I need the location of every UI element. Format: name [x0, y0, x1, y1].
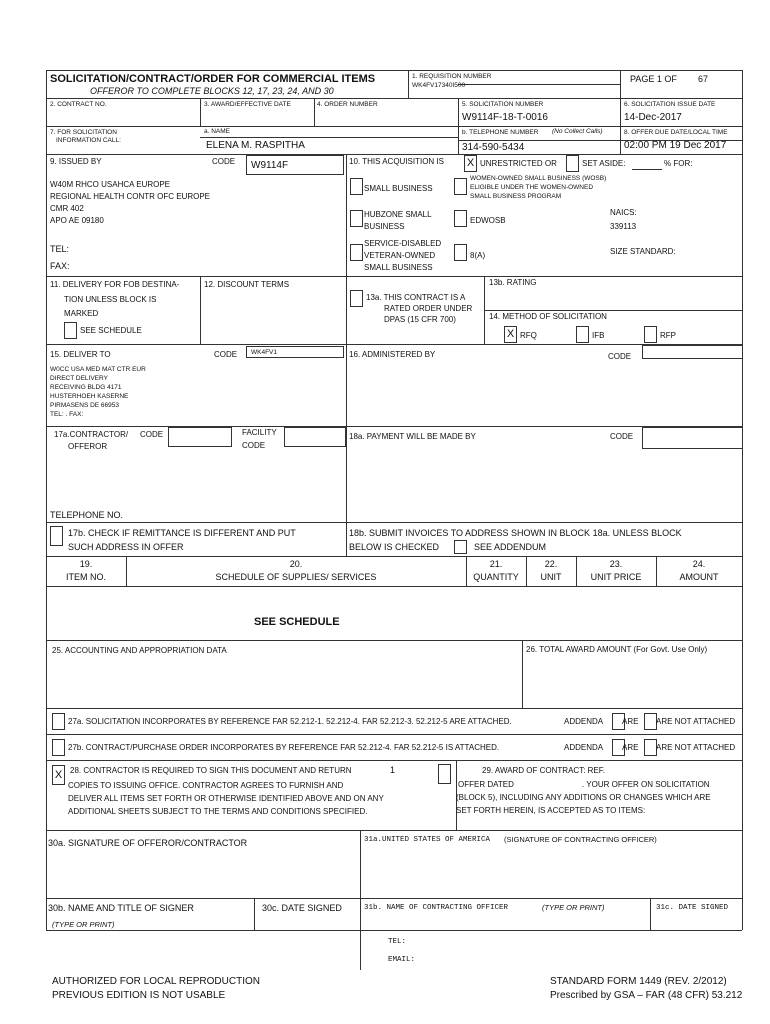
block27a-text: 27a. SOLICITATION INCORPORATES BY REFERENCE FAR 52.212-1. 52.212-4. FAR 52.212-3. 52.212-5 ARE ATTACHED.: [68, 717, 512, 726]
edwosb-label: EDWOSB: [470, 216, 506, 225]
acquisition-label: 10. THIS ACQUISITION IS: [349, 157, 444, 166]
deliver-to-label: 15. DELIVER TO: [50, 350, 111, 359]
form-title: SOLICITATION/CONTRACT/ORDER FOR COMMERCIAL ITEMS: [50, 73, 376, 85]
issued-by-fax: FAX:: [50, 261, 70, 271]
method-label: 14. METHOD OF SOLICITATION: [489, 312, 607, 321]
col-num-unit-price: 23.: [609, 559, 623, 569]
block28-text: 28. CONTRACTOR IS REQUIRED TO SIGN THIS DOCUMENT AND RETURN: [70, 766, 352, 775]
see-schedule-checkbox[interactable]: [64, 322, 77, 339]
dpas-label: 13a. THIS CONTRACT IS A: [366, 293, 466, 302]
col-num-item: 19.: [79, 559, 93, 569]
issued-by-tel: TEL:: [50, 244, 70, 254]
sdvosb-checkbox[interactable]: [350, 244, 363, 261]
col-line: [484, 276, 485, 344]
col-line: [620, 70, 621, 154]
naics-value: 339113: [610, 222, 637, 231]
offer-due-value: 02:00 PM 19 Dec 2017: [624, 140, 727, 151]
row-line: [46, 154, 742, 155]
see-addendum-label: SEE ADDENDUM: [474, 542, 547, 552]
sf1449-form: [46, 70, 742, 970]
contractor-code-label: CODE: [140, 430, 164, 439]
row-line: [46, 586, 742, 587]
pct-for-label: % FOR:: [664, 159, 693, 168]
form-border-left: [46, 70, 47, 930]
date-signed-label: 30c. DATE SIGNED: [262, 903, 342, 913]
contractor-code-box[interactable]: [168, 427, 232, 447]
remittance-label: 17b. CHECK IF REMITTANCE IS DIFFERENT AND PUT: [68, 528, 296, 538]
block28-text: ADDITIONAL SHEETS SUBJECT TO THE TERMS AND CONDITIONS SPECIFIED.: [68, 807, 368, 816]
signature-officer-label: (SIGNATURE OF CONTRACTING OFFICER): [504, 835, 657, 844]
col-line: [346, 154, 347, 556]
solicitation-no-label: 5. SOLICITATION NUMBER: [462, 101, 544, 108]
facility-code-box[interactable]: [284, 427, 346, 447]
footer-prescribed-by: Prescribed by GSA – FAR (48 CFR) 53.212: [550, 990, 743, 1001]
order-no-label: 4. ORDER NUMBER: [317, 101, 378, 108]
hubzone-checkbox[interactable]: [350, 210, 363, 227]
deliver-to-address-line: W0CC USA MED MAT CTR EUR: [50, 366, 146, 373]
discount-terms-label: 12. DISCOUNT TERMS: [204, 280, 290, 289]
ifb-label: IFB: [592, 331, 605, 340]
submit-invoices-label-2: BELOW IS CHECKED: [349, 542, 440, 552]
block27b-text: 27b. CONTRACT/PURCHASE ORDER INCORPORATES BY REFERENCE FAR 52.212-4. FAR 52.212-5 IS ATTACHED.: [68, 743, 500, 752]
ifb-checkbox[interactable]: [576, 326, 589, 343]
col-supplies: SCHEDULE OF SUPPLIES/ SERVICES: [215, 572, 377, 582]
row-line: [46, 760, 742, 761]
sdvosb-label: SERVICE-DISABLED: [364, 239, 442, 248]
officer-email-label: EMAIL:: [388, 956, 416, 964]
signature-offeror-label: 30a. SIGNATURE OF OFFEROR/CONTRACTOR: [48, 838, 248, 848]
wosb-checkbox[interactable]: [454, 178, 467, 195]
rfq-checkbox[interactable]: X: [504, 326, 517, 343]
remittance-checkbox[interactable]: [50, 526, 63, 546]
footer-previous-edition: PREVIOUS EDITION IS NOT USABLE: [52, 990, 226, 1001]
row-line: [46, 640, 742, 641]
contractor-telephone-label: TELEPHONE NO.: [50, 510, 124, 520]
col-line: [200, 276, 201, 344]
col-line: [200, 98, 201, 126]
dpas-label: DPAS (15 CFR 700): [384, 315, 456, 324]
row-line: [46, 276, 742, 277]
col-item-no: ITEM NO.: [66, 572, 106, 582]
form-border-top: [46, 70, 742, 71]
sdvosb-label: SMALL BUSINESS: [364, 263, 433, 272]
fob-destination-label: 11. DELIVERY FOR FOB DESTINA-: [50, 280, 180, 289]
block29-text: (BLOCK 5), INCLUDING ANY ADDITIONS OR CHANGES WHICH ARE: [456, 793, 711, 802]
block29-text: SET FORTH HEREIN, IS ACCEPTED AS TO ITEMS:: [456, 806, 646, 815]
col-line: [650, 898, 651, 930]
col-unit-price: UNIT PRICE: [590, 572, 642, 582]
col-num-supplies: 20.: [289, 559, 303, 569]
signer-type-print: (TYPE OR PRINT): [52, 920, 115, 929]
name-label: a. NAME: [204, 128, 231, 135]
row-line: [46, 426, 742, 427]
hubzone-label: BUSINESS: [364, 222, 405, 231]
dpas-label: RATED ORDER UNDER: [384, 304, 473, 313]
award-date-label: 3. AWARD/EFFECTIVE DATE: [204, 101, 291, 108]
naics-label: NAICS:: [610, 208, 637, 217]
block28-text: COPIES TO ISSUING OFFICE. CONTRACTOR AGREES TO FURNISH AND: [68, 781, 344, 790]
sdvosb-label: VETERAN-OWNED: [364, 251, 436, 260]
wosb-label: ELIGIBLE UNDER THE WOMEN-OWNED: [470, 184, 594, 191]
edwosb-checkbox[interactable]: [454, 210, 467, 227]
block27b-addenda: ADDENDA: [564, 743, 604, 752]
wosb-label: WOMEN-OWNED SMALL BUSINESS (WOSB): [470, 175, 607, 182]
officer-tel-label: TEL:: [388, 938, 407, 946]
accounting-data-label: 25. ACCOUNTING AND APPROPRIATION DATA: [52, 646, 227, 655]
deliver-to-address-line: TEL: . FAX:: [50, 411, 84, 418]
block27b-are: ARE: [622, 743, 639, 752]
block28-checkbox[interactable]: X: [52, 765, 65, 785]
footer-authorized: AUTHORIZED FOR LOCAL REPRODUCTION: [52, 976, 260, 987]
see-schedule-label: SEE SCHEDULE: [80, 326, 142, 335]
see-schedule-heading: SEE SCHEDULE: [254, 616, 340, 628]
issued-by-address-line: APO AE 09180: [50, 216, 104, 225]
submit-invoices-label: 18b. SUBMIT INVOICES TO ADDRESS SHOWN IN BLOCK 18a. UNLESS BLOCK: [349, 528, 682, 538]
block27b-checkbox[interactable]: [52, 739, 65, 756]
rfq-label: RFQ: [520, 331, 537, 340]
contract-no-label: 2. CONTRACT NO.: [50, 101, 107, 108]
block27a-checkbox[interactable]: [52, 713, 65, 730]
set-aside-label: SET ASIDE:: [582, 159, 626, 168]
col-num-quantity: 21.: [489, 559, 503, 569]
administered-by-label: 16. ADMINISTERED BY: [349, 350, 436, 359]
contractor-label: 17a.CONTRACTOR/: [54, 430, 129, 439]
deliver-to-code-value: WK4FV1: [246, 346, 344, 358]
col-line: [254, 898, 255, 930]
size-standard-label: SIZE STANDARD:: [610, 247, 676, 256]
name-divider: [200, 137, 458, 138]
officer-type-print: (TYPE OR PRINT): [542, 903, 605, 912]
contact-name-value: ELENA M. RASPITHA: [206, 140, 305, 151]
row-line: [46, 126, 742, 127]
col-line: [522, 640, 523, 708]
deliver-to-address-line: DIRECT DELIVERY: [50, 375, 108, 382]
row-line: [46, 522, 742, 523]
rfp-label: RFP: [660, 331, 676, 340]
page-total: 67: [698, 74, 709, 84]
small-business-checkbox[interactable]: [350, 178, 363, 195]
hubzone-label: HUBZONE SMALL: [364, 210, 432, 219]
block7-label: 7. FOR SOLICITATION: [50, 129, 117, 136]
row-line: [46, 830, 742, 831]
block27a-are: ARE: [622, 717, 639, 726]
block29-text: 29. AWARD OF CONTRACT: REF.: [482, 766, 605, 775]
issued-by-address-line: CMR 402: [50, 204, 84, 213]
fob-destination-label: TION UNLESS BLOCK IS: [64, 295, 157, 304]
rfp-checkbox[interactable]: [644, 326, 657, 343]
sol-no-divider: [458, 84, 620, 85]
col-quantity: QUANTITY: [473, 572, 519, 582]
block28-copies: 1: [390, 765, 396, 775]
col-line: [360, 830, 361, 930]
block29-text: OFFER DATED: [458, 780, 514, 789]
issued-by-address-line: REGIONAL HEALTH CONTR OFC EUROPE: [50, 192, 211, 201]
form-border-right: [742, 70, 743, 930]
officer-date-signed-label: 31c. DATE SIGNED: [656, 904, 729, 912]
col-unit: UNIT: [540, 572, 562, 582]
eight-a-checkbox[interactable]: [454, 244, 467, 261]
footer-form-number: STANDARD FORM 1449 (REV. 2/2012): [550, 976, 727, 987]
block29-checkbox[interactable]: [438, 764, 451, 784]
remittance-label-2: SUCH ADDRESS IN OFFER: [68, 542, 184, 552]
block27b-are-not: ARE NOT ATTACHED: [656, 743, 736, 752]
col-amount: AMOUNT: [679, 572, 719, 582]
eight-a-label: 8(A): [470, 251, 486, 260]
block28-text: DELIVER ALL ITEMS SET FORTH OR OTHERWISE IDENTIFIED ABOVE AND ON ANY: [68, 794, 384, 803]
usa-label: 31a.UNITED STATES OF AMERICA: [364, 836, 491, 844]
wosb-label: SMALL BUSINESS PROGRAM: [470, 193, 562, 200]
payment-by-code-box[interactable]: [642, 427, 743, 449]
see-addendum-checkbox[interactable]: [454, 540, 467, 554]
telephone-value: 314-590-5434: [462, 142, 525, 153]
deliver-to-code-label: CODE: [214, 350, 238, 359]
telephone-label: b. TELEPHONE NUMBER: [462, 129, 539, 136]
form-subtitle: OFFEROR TO COMPLETE BLOCKS 12, 17, 23, 24, AND 30: [90, 86, 334, 96]
total-award-label: 26. TOTAL AWARD AMOUNT (For Govt. Use Only): [526, 645, 708, 654]
requisition-value: WK4FV17340I500: [412, 82, 466, 89]
administered-by-code-box[interactable]: [642, 345, 743, 359]
dpas-checkbox[interactable]: [350, 290, 363, 307]
payment-by-label: 18a. PAYMENT WILL BE MADE BY: [349, 432, 476, 441]
administered-by-code-label: CODE: [608, 352, 632, 361]
unrestricted-checkbox[interactable]: X: [464, 155, 477, 172]
facility-code-label-2: CODE: [242, 441, 266, 450]
contractor-label-2: OFFEROR: [68, 442, 108, 451]
form-border-bottom: [46, 930, 742, 931]
payment-by-code-label: CODE: [610, 432, 634, 441]
row-line: [46, 556, 742, 557]
signer-name-label: 30b. NAME AND TITLE OF SIGNER: [48, 903, 194, 913]
row-line: [46, 734, 742, 735]
row-line: [46, 708, 742, 709]
col-line: [360, 930, 361, 970]
col-line: [458, 98, 459, 154]
issue-date-value: 14-Dec-2017: [624, 112, 682, 123]
deliver-to-address-line: PIRMASENS DE 66953: [50, 402, 120, 409]
set-aside-checkbox[interactable]: [566, 155, 579, 172]
deliver-to-address-line: HUSTERHOEH KASERNE: [50, 393, 129, 400]
facility-code-label: FACILITY: [242, 428, 277, 437]
block27a-are-not: ARE NOT ATTACHED: [656, 717, 736, 726]
small-business-label: SMALL BUSINESS: [364, 184, 433, 193]
page-label: PAGE 1 OF: [630, 74, 677, 84]
issue-date-label: 6. SOLICITATION ISSUE DATE: [624, 101, 716, 108]
col-line: [408, 70, 409, 98]
fob-destination-label: MARKED: [64, 309, 99, 318]
contracting-officer-name-label: 31b. NAME OF CONTRACTING OFFICER: [364, 904, 509, 912]
rating-label: 13b. RATING: [489, 278, 537, 287]
block7-label-2: INFORMATION CALL:: [56, 137, 121, 144]
issued-by-code-label: CODE: [212, 157, 236, 166]
row-line: [46, 344, 742, 345]
issued-by-label: 9. ISSUED BY: [50, 157, 102, 166]
requisition-label: 1. REQUISITION NUMBER: [412, 73, 492, 80]
block27a-addenda: ADDENDA: [564, 717, 604, 726]
deliver-to-address-line: RECEIVING BLDG 4171: [50, 384, 122, 391]
col-line: [314, 98, 315, 126]
col-num-amount: 24.: [692, 559, 706, 569]
row-line: [46, 98, 742, 99]
rating-divider: [484, 310, 742, 311]
solicitation-no-value: W9114F-18-T-0016: [462, 112, 548, 123]
no-collect-note: (No Collect Calls): [552, 128, 603, 135]
block29-your-offer: . YOUR OFFER ON SOLICITATION: [582, 780, 710, 789]
offer-due-label: 8. OFFER DUE DATE/LOCAL TIME: [624, 129, 728, 136]
col-num-unit: 22.: [544, 559, 558, 569]
issued-by-code-value: W9114F: [246, 155, 344, 175]
issued-by-address-line: W40M RHCO USAHCA EUROPE: [50, 180, 171, 189]
row-line: [46, 898, 742, 899]
unrestricted-label: UNRESTRICTED OR: [480, 159, 557, 168]
set-aside-pct-line: [632, 169, 662, 170]
